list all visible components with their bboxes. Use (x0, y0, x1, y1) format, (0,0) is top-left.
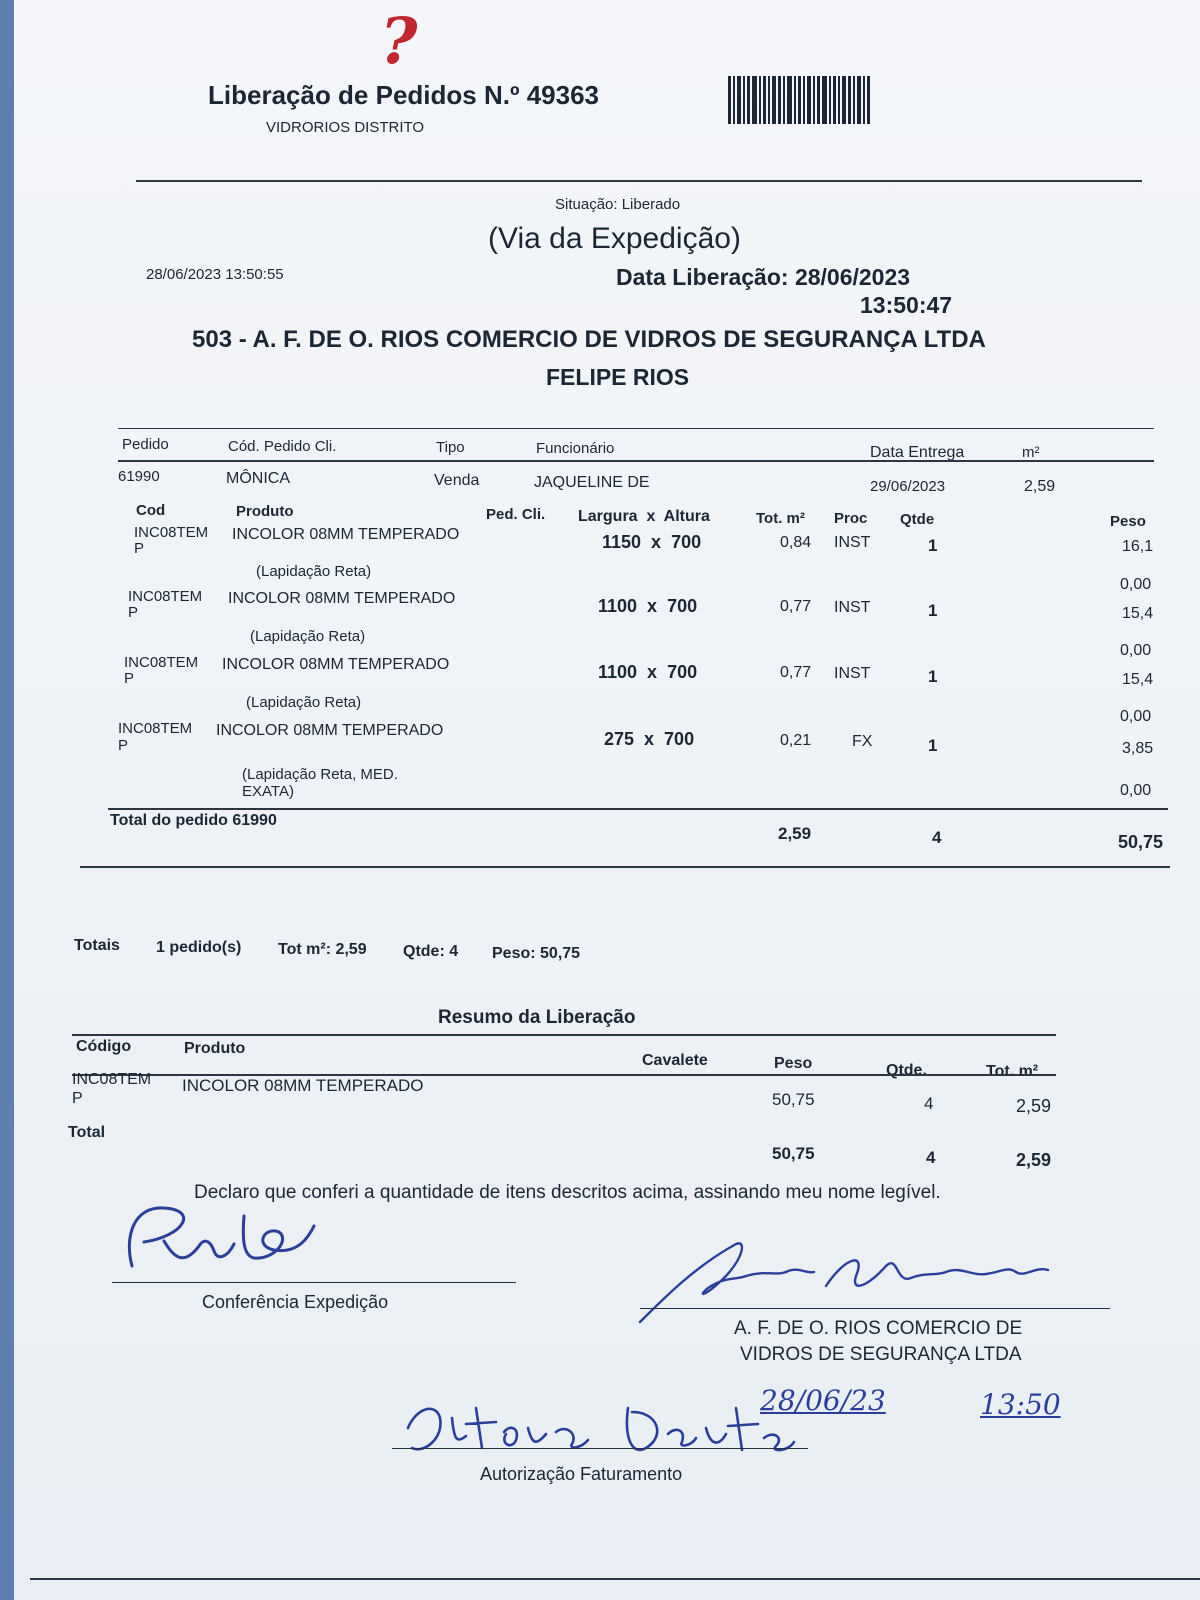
via-label: (Via da Expedição) (488, 222, 741, 255)
totais-pedidos: 1 pedido(s) (156, 939, 242, 956)
col-m2: m² (1022, 444, 1040, 461)
tipo-value: Venda (434, 472, 480, 489)
item-4-dims: 275 x 700 (604, 729, 695, 749)
m2-value: 2,59 (1024, 478, 1056, 495)
data-liberacao: Data Liberação: 28/06/2023 (616, 264, 911, 290)
resumo-col-cavalete: Cavalete (642, 1052, 708, 1069)
resumo-row-cod-suffix: P (72, 1090, 83, 1107)
order-bottom-rule (80, 866, 1170, 868)
order-header-rule (118, 460, 1154, 462)
item-4-proc: FX (852, 733, 873, 750)
item-1-tot-m2: 0,84 (780, 534, 812, 551)
resumo-total-peso: 50,75 (772, 1144, 815, 1163)
item-4-peso-extra: 0,00 (1120, 782, 1152, 799)
item-1-peso: 16,1 (1122, 538, 1154, 555)
signature-autorizacao (396, 1388, 796, 1468)
resumo-total-qtde: 4 (926, 1148, 936, 1167)
item-1-obs: (Lapidação Reta) (256, 563, 372, 580)
col-funcionario: Funcionário (536, 440, 615, 457)
item-2-produto: INCOLOR 08MM TEMPERADO (228, 590, 456, 607)
order-total-peso: 50,75 (1118, 832, 1164, 852)
resumo-row-peso: 50,75 (772, 1090, 815, 1109)
handwritten-question-mark: ? (380, 4, 418, 79)
items-col-produto: Produto (236, 503, 294, 520)
item-3-tot-m2: 0,77 (780, 664, 812, 681)
signature-company (636, 1236, 1056, 1326)
item-4-obs: (Lapidação Reta, MED. (242, 766, 398, 783)
barcode (728, 76, 870, 124)
totais-peso: Peso: 50,75 (492, 945, 581, 962)
company-subtitle: VIDRORIOS DISTRITO (266, 119, 425, 136)
autorizacao-label: Autorização Faturamento (480, 1464, 683, 1484)
item-3-proc: INST (834, 665, 871, 682)
resumo-col-qtde: Qtde. (886, 1062, 927, 1079)
col-pedido: Pedido (122, 436, 169, 453)
declaration-text: Declaro que conferi a quantidade de itens descritos acima, assinando meu nome legível. (194, 1182, 941, 1203)
item-2-tot-m2: 0,77 (780, 598, 812, 615)
print-timestamp: 28/06/2023 13:50:55 (146, 266, 284, 283)
item-4-produto: INCOLOR 08MM TEMPERADO (216, 722, 444, 739)
item-1-dims: 1150 x 700 (602, 532, 702, 552)
resumo-col-tot-m2: Tot. m² (986, 1063, 1039, 1080)
col-tipo: Tipo (436, 439, 465, 456)
cod-pedido-cli-value: MÔNICA (226, 470, 290, 487)
resumo-col-codigo: Código (76, 1038, 132, 1055)
situacao-label: Situação: Liberado (555, 196, 681, 213)
client-name: FELIPE RIOS (546, 364, 690, 390)
item-3-produto: INCOLOR 08MM TEMPERADO (222, 656, 450, 673)
items-col-peso: Peso (1110, 513, 1146, 530)
items-col-ped-cli: Ped. Cli. (486, 506, 546, 523)
order-top-rule (118, 428, 1154, 429)
funcionario-value: JAQUELINE DE (534, 474, 650, 491)
order-total-label: Total do pedido 61990 (110, 812, 277, 829)
item-2-qtde: 1 (928, 601, 938, 620)
item-1-qtde: 1 (928, 536, 938, 555)
data-entrega-value: 29/06/2023 (870, 478, 946, 495)
totais-m2: Tot m²: 2,59 (278, 941, 367, 958)
order-total-rule (108, 808, 1168, 810)
item-3-cod: INC08TEM (124, 654, 199, 671)
item-2-peso-extra: 0,00 (1120, 642, 1152, 659)
sig-line-company (640, 1308, 1110, 1309)
resumo-row-tot-m2: 2,59 (1016, 1096, 1052, 1116)
document-title: Liberação de Pedidos N.º 49363 (208, 80, 599, 110)
header-divider (136, 180, 1142, 182)
item-4-cod-suffix: P (118, 737, 129, 754)
hora-liberacao: 13:50:47 (860, 292, 953, 318)
item-3-peso: 15,4 (1122, 671, 1154, 688)
item-1-peso-extra: 0,00 (1120, 576, 1152, 593)
handwritten-date: 28/06/23 (760, 1384, 886, 1417)
item-2-obs: (Lapidação Reta) (250, 628, 366, 645)
item-3-peso-extra: 0,00 (1120, 708, 1152, 725)
items-col-qtde: Qtde (900, 511, 935, 528)
order-total-m2: 2,59 (778, 824, 812, 843)
resumo-title: Resumo da Liberação (438, 1007, 636, 1028)
totais-qtde: Qtde: 4 (403, 943, 459, 960)
items-col-dims: Largura x Altura (578, 508, 710, 525)
item-4-cod: INC08TEM (118, 720, 193, 737)
item-4-obs-cont: EXATA) (242, 783, 294, 800)
resumo-row-cod: INC08TEM (72, 1071, 152, 1088)
col-cod-pedido-cli: Cód. Pedido Cli. (228, 438, 337, 455)
item-4-peso: 3,85 (1122, 740, 1154, 757)
col-data-entrega: Data Entrega (870, 444, 965, 461)
sig-line-conferencia (112, 1282, 516, 1283)
totais-label: Totais (74, 937, 120, 954)
item-2-cod-suffix: P (128, 604, 139, 621)
item-2-dims: 1100 x 700 (598, 596, 698, 616)
signature-conferencia (104, 1196, 324, 1276)
item-1-proc: INST (834, 534, 871, 551)
item-2-peso: 15,4 (1122, 605, 1154, 622)
handwritten-time: 13:50 (980, 1388, 1061, 1421)
resumo-top-rule (72, 1034, 1056, 1036)
page-edge (0, 0, 14, 1600)
resumo-row-qtde: 4 (924, 1094, 934, 1113)
resumo-total-tot-m2: 2,59 (1016, 1150, 1052, 1170)
footer-rule (30, 1578, 1200, 1580)
item-3-qtde: 1 (928, 667, 938, 686)
items-col-tot-m2: Tot. m² (756, 510, 805, 527)
sig-line-autorizacao (392, 1448, 808, 1449)
item-2-proc: INST (834, 599, 871, 616)
item-2-cod: INC08TEM (128, 588, 203, 605)
item-1-cod: INC08TEM (134, 524, 209, 541)
conferencia-label: Conferência Expedição (202, 1292, 389, 1312)
items-col-cod: Cod (136, 502, 166, 519)
resumo-col-peso: Peso (774, 1055, 813, 1072)
resumo-row-produto: INCOLOR 08MM TEMPERADO (182, 1076, 424, 1095)
company-signature-line1: A. F. DE O. RIOS COMERCIO DE (734, 1318, 1023, 1339)
item-3-cod-suffix: P (124, 670, 135, 687)
items-col-proc: Proc (834, 510, 868, 527)
item-4-qtde: 1 (928, 736, 938, 755)
order-total-qtde: 4 (932, 828, 942, 847)
item-4-tot-m2: 0,21 (780, 732, 812, 749)
pedido-value: 61990 (118, 468, 160, 485)
company-signature-line2: VIDROS DE SEGURANÇA LTDA (740, 1344, 1022, 1365)
item-3-dims: 1100 x 700 (598, 662, 698, 682)
item-3-obs: (Lapidação Reta) (246, 694, 362, 711)
item-1-produto: INCOLOR 08MM TEMPERADO (232, 526, 460, 543)
resumo-total-label: Total (68, 1124, 106, 1141)
item-1-cod-suffix: P (134, 540, 145, 557)
resumo-col-produto: Produto (184, 1040, 246, 1057)
client-line: 503 - A. F. DE O. RIOS COMERCIO DE VIDROS DE SEGURANÇA LTDA (192, 326, 986, 353)
